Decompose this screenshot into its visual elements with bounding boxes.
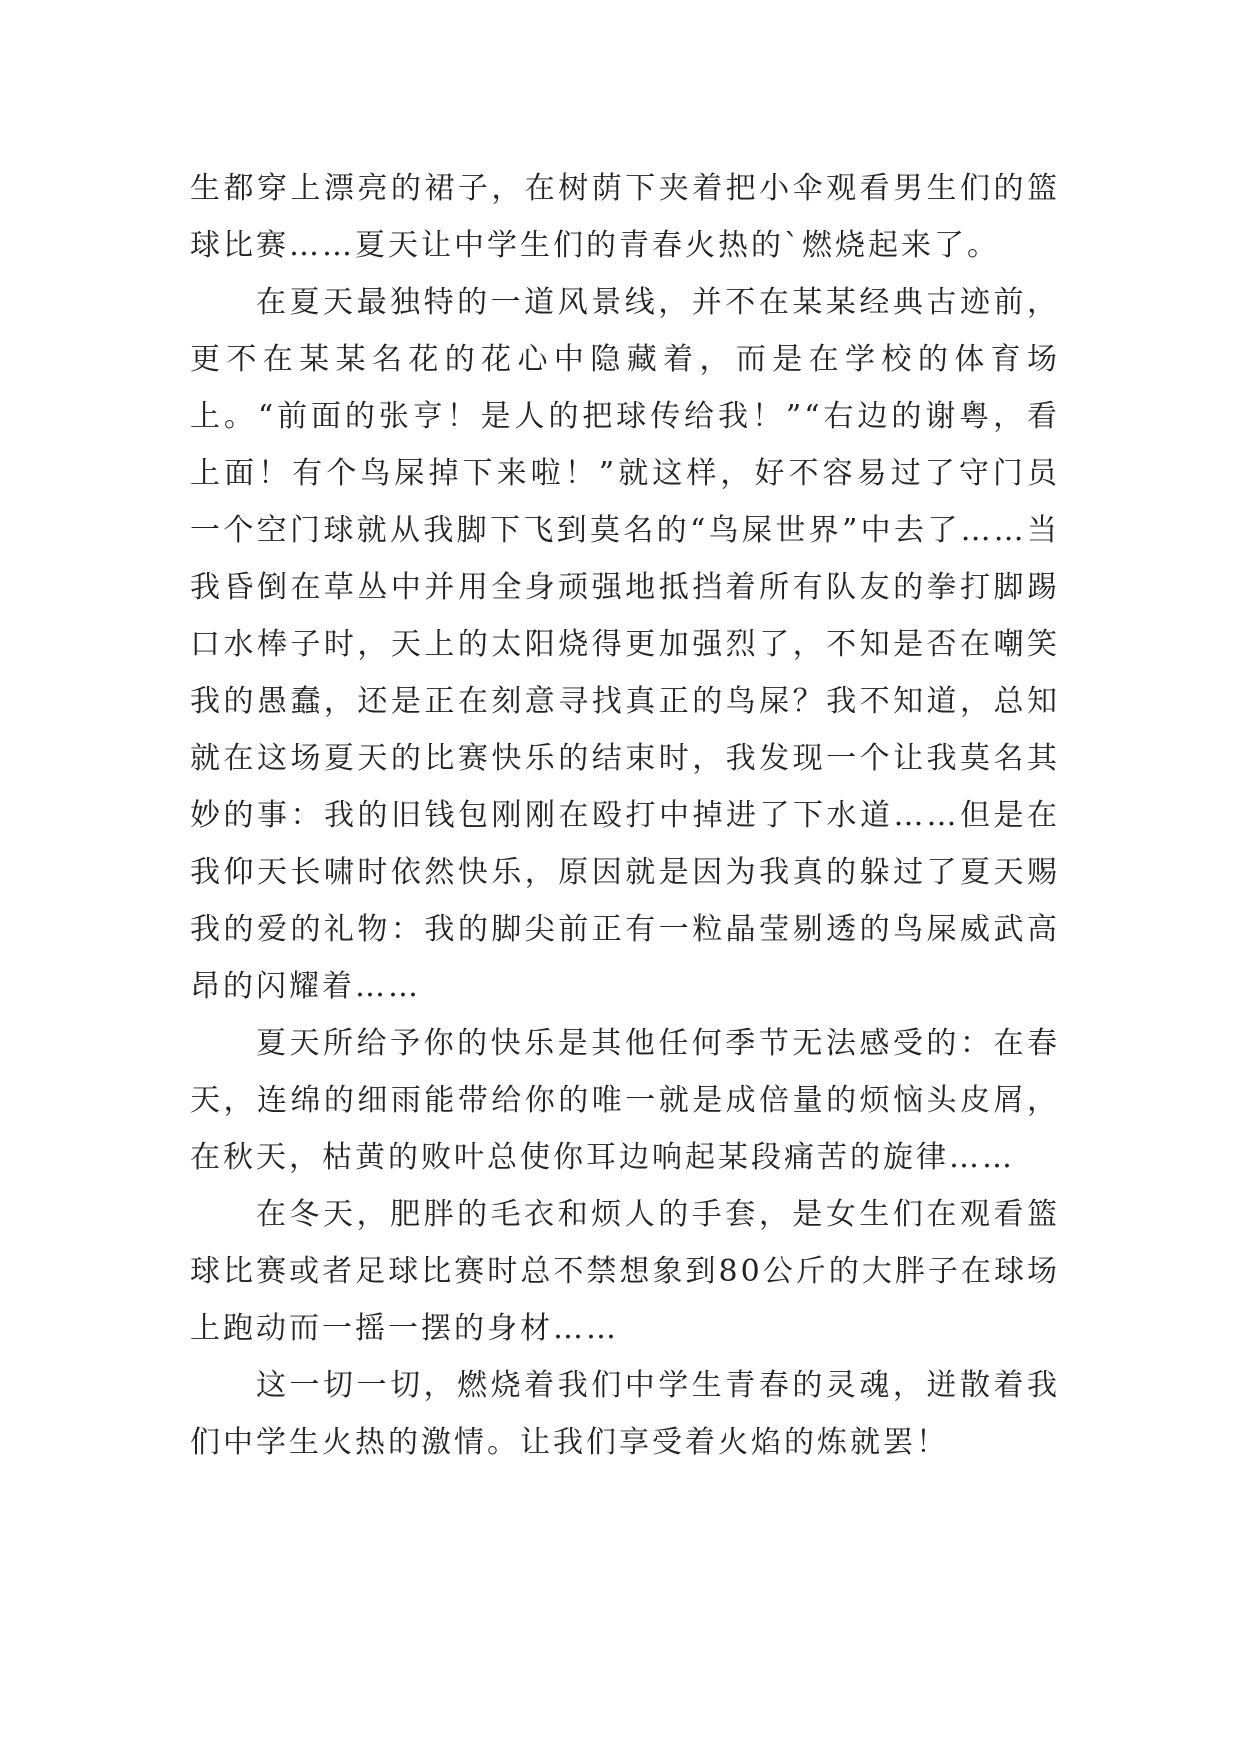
paragraph-3: 夏天所给予你的快乐是其他任何季节无法感受的：在春天，连绵的细雨能带给你的唯一就是成倍量的烦恼头皮屑，在秋天，枯黄的败叶总使你耳边响起某段痛苦的旋律…… [190,1026,1060,1175]
paragraph-4: 在冬天，肥胖的毛衣和烦人的手套，是女生们在观看篮球比赛或者足球比赛时总不禁想象到80公斤的大胖子在球场上跑动而一摇一摆的身材…… [190,1197,1060,1346]
paragraph-1: 生都穿上漂亮的裙子，在树荫下夹着把小伞观看男生们的篮球比赛……夏天让中学生们的青春火热的`燃烧起来了。 [190,171,1060,263]
paragraph-5: 这一切一切，燃烧着我们中学生青春的灵魂，迸散着我们中学生火热的激情。让我们享受着火焰的炼就罢！ [190,1368,1060,1460]
document-body [190,160,1060,1471]
paragraph-2: 在夏天最独特的一道风景线，并不在某某经典古迹前，更不在某某名花的花心中隐藏着，而是在学校的体育场上。“前面的张亨！是人的把球传给我！”“右边的谢粤，看上面！有个鸟屎掉下来啦！”就这样，好不容易过了守门员一个空门球就从我脚下飞到莫名的“鸟屎世界”中去了……当我昏倒在草丛中并用全身顽强地抵挡着所有队友的拳打脚踢口水棒子时，天上的太阳烧得更加强烈了，不知是否在嘲笑我的愚蠢，还是正在刻意寻找真正的鸟屎？我不知道，总知就在这场夏天的比赛快乐的结束时，我发现一个让我莫名其妙的事：我的旧钱包刚刚在殴打中掉进了下水道……但是在我仰天长啸时依然快乐，原因就是因为我真的躲过了夏天赐我的爱的礼物：我的脚尖前正有一粒晶莹剔透的鸟屎威武高昂的闪耀着…… [190,285,1060,1004]
